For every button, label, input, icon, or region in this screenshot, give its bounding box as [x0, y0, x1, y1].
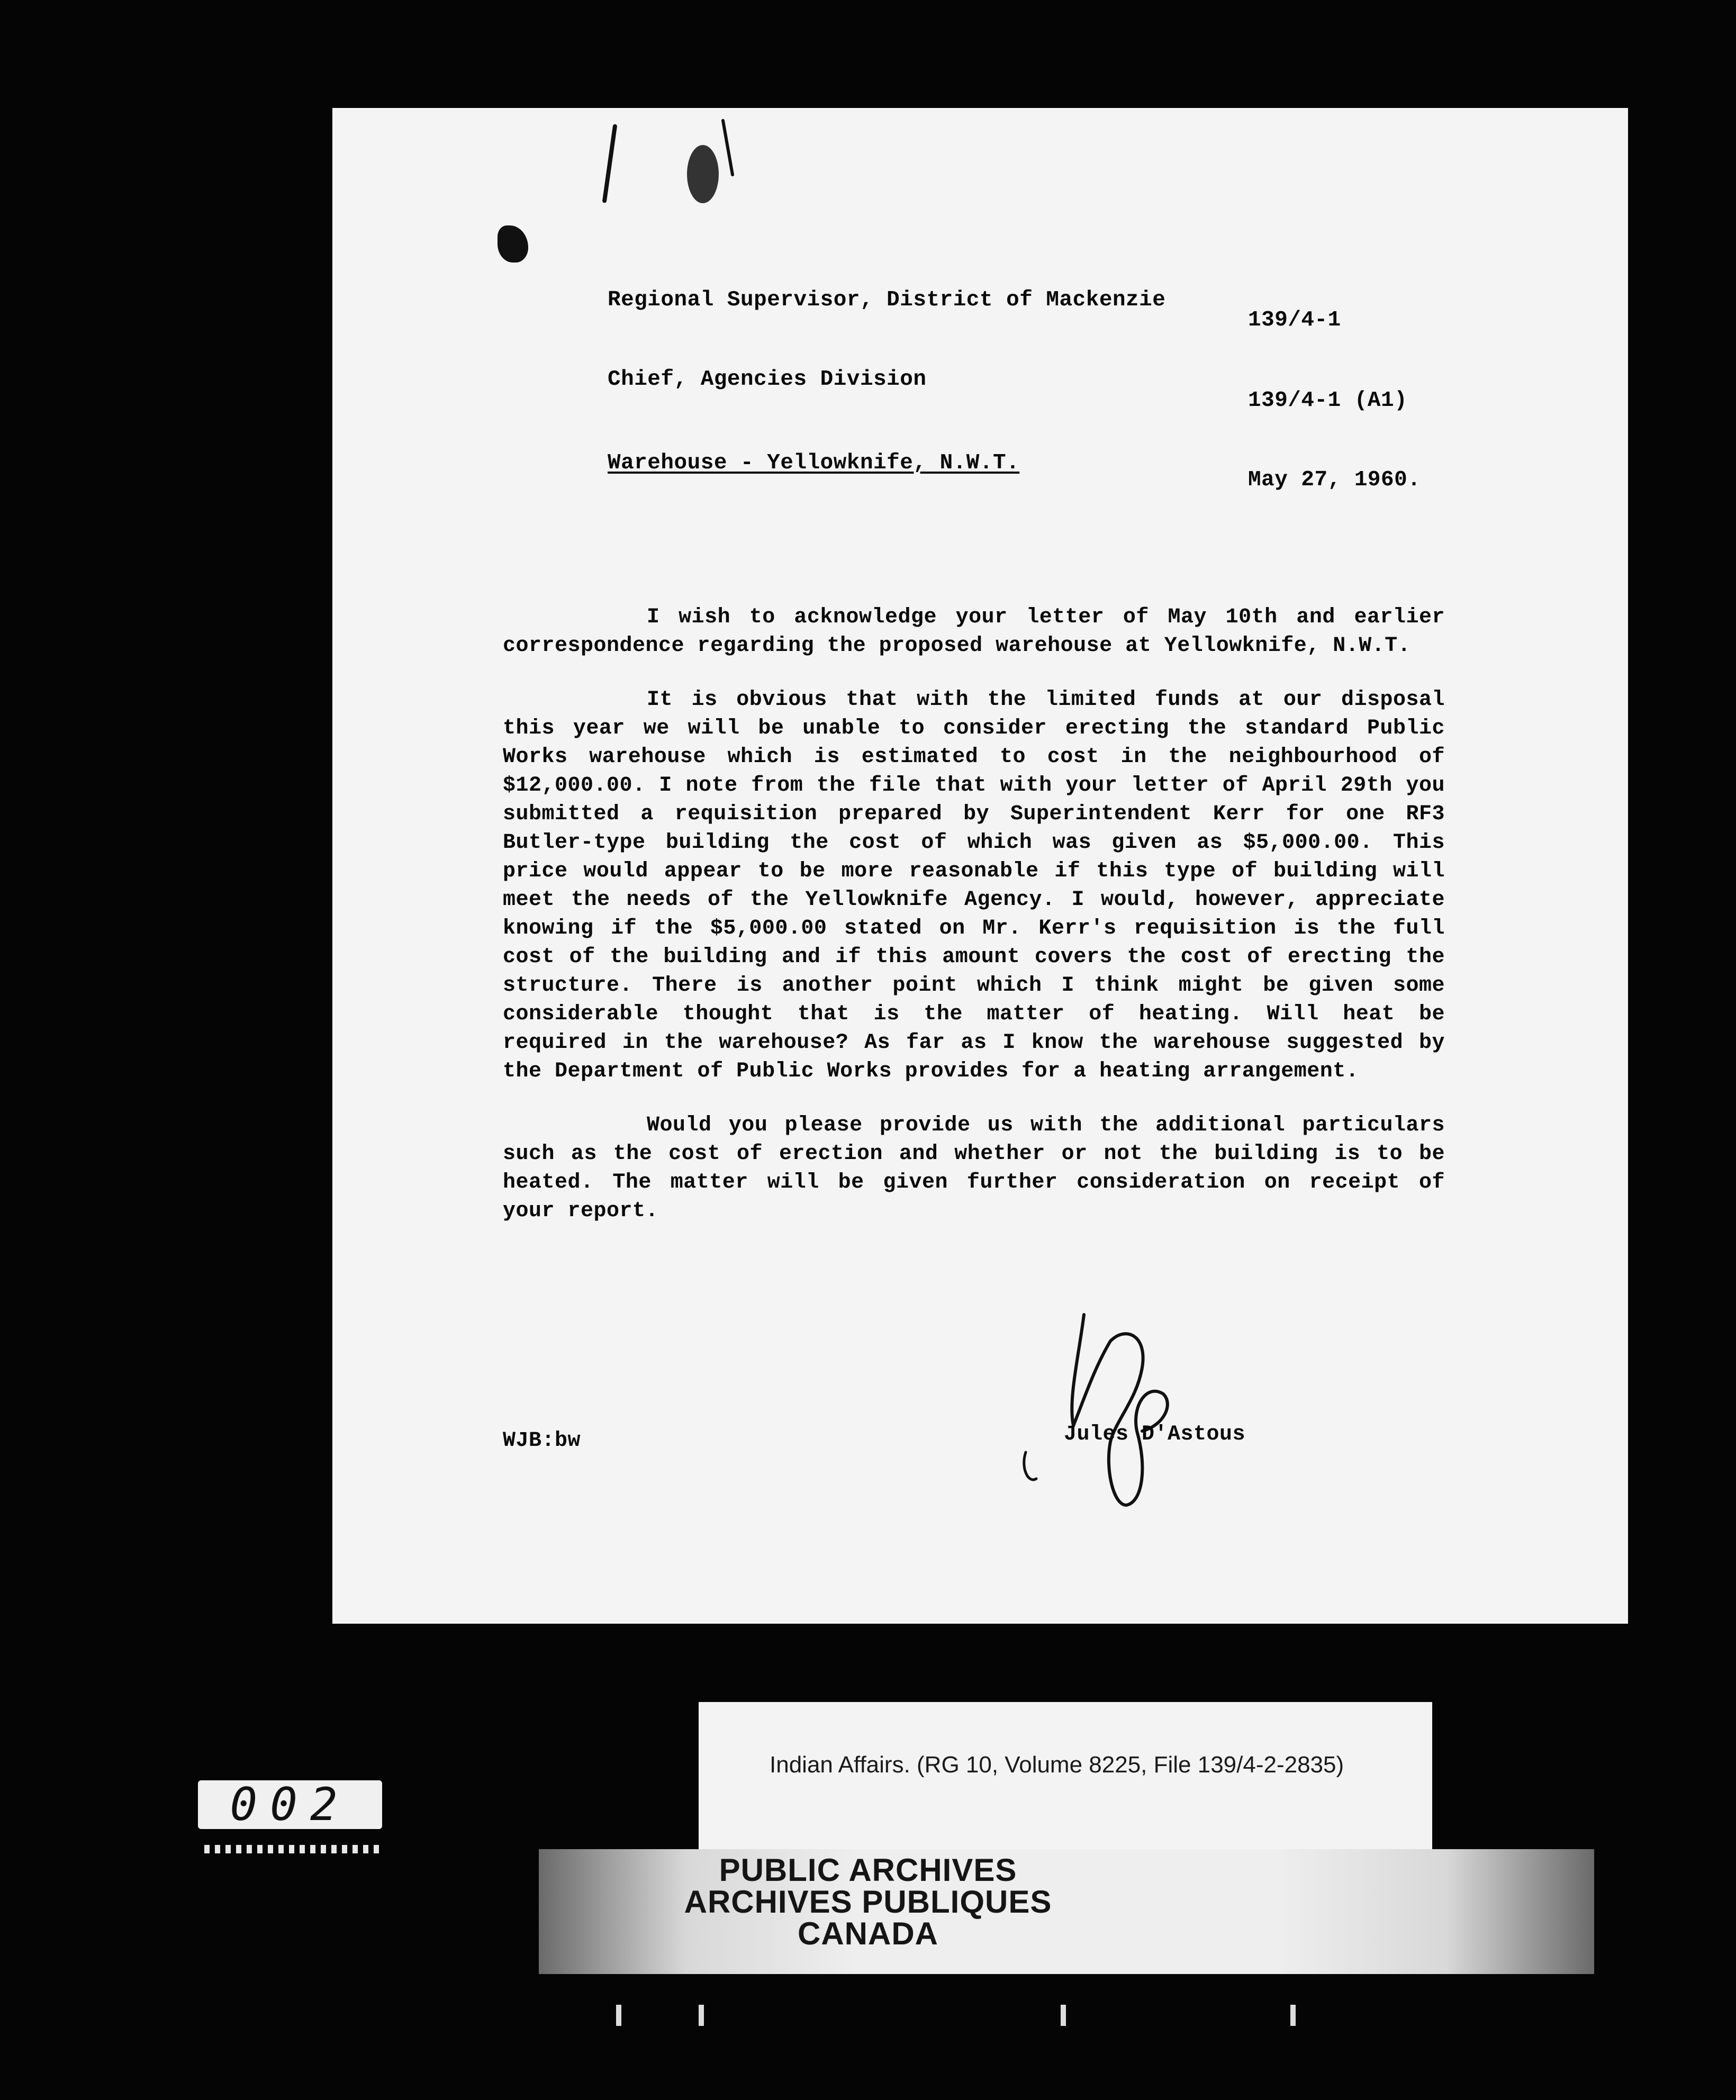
- letter-date: May 27, 1960.: [1248, 468, 1421, 492]
- subject-line: Warehouse - Yellowknife, N.W.T.: [608, 451, 1020, 475]
- film-notch: [699, 2005, 704, 2026]
- ink-smudge: [687, 145, 719, 203]
- frame-counter: 002: [198, 1780, 382, 1829]
- recipient: Regional Supervisor, District of Mackenzie: [608, 288, 1166, 312]
- sender: Chief, Agencies Division: [608, 367, 927, 392]
- source-citation: Indian Affairs. (RG 10, Volume 8225, File 139/4-2-2835): [770, 1752, 1344, 1778]
- archives-stamp-line: ARCHIVES PUBLIQUES: [684, 1884, 1052, 1920]
- film-notch: [1290, 2005, 1296, 2026]
- ink-blot: [498, 225, 528, 262]
- archives-stamp-line: PUBLIC ARCHIVES: [719, 1852, 1017, 1888]
- paragraph-acknowledgement: I wish to acknowledge your letter of May 10th and earlier correspondence regarding the proposed warehouse at Yellowknife, N.W.T.: [503, 605, 1445, 658]
- film-notch: [1061, 2005, 1066, 2026]
- handwritten-signature: [1005, 1293, 1227, 1516]
- recipient-file-ref: 139/4-1: [1248, 308, 1341, 332]
- ink-mark: [721, 119, 734, 176]
- archives-stamp: [0, 1854, 1736, 1950]
- letter-page: [332, 108, 1628, 1624]
- sender-file-ref: 139/4-1 (A1): [1248, 388, 1408, 413]
- paragraph-funds: It is obvious that with the limited funds at our disposal this year we will be unable to consider erecting the standard Public Works warehouse which is estimated to cost in the neighbourhood of $12,000.00. I note from the file that with your letter of April 29th you submitted a requisition prepared by Superintendent Kerr for one RF3 Butler-type building the cost of which was given as $5,000.00. This price would appear to be more reasonable if this type of building will meet the needs of the Yellowknife Agency. I would, however, appreciate knowing if the $5,000.00 stated on Mr. Kerr's requisition is the full cost of the building and if this amount covers the cost of erecting the structure. There is another point which I think might be given some considerable thought that is the matter of heating. Will heat be required in the warehouse? As far as I know the warehouse suggested by the Department of Public Works provides for a heating arrangement.: [503, 688, 1445, 1083]
- paragraph-request: Would you please provide us with the additional particulars such as the cost of erection and whether or not the building is to be heated. The matter will be given further consideration on receipt of your report.: [503, 1114, 1445, 1223]
- ink-mark: [602, 124, 618, 203]
- film-sprocket-holes: [204, 1845, 379, 1853]
- letter-body: [503, 603, 1445, 1251]
- signer-name: Jules D'Astous: [1064, 1423, 1246, 1446]
- film-notch: [616, 2005, 621, 2026]
- typist-initials: WJB:bw: [503, 1429, 581, 1453]
- archives-stamp-line: CANADA: [798, 1916, 938, 1951]
